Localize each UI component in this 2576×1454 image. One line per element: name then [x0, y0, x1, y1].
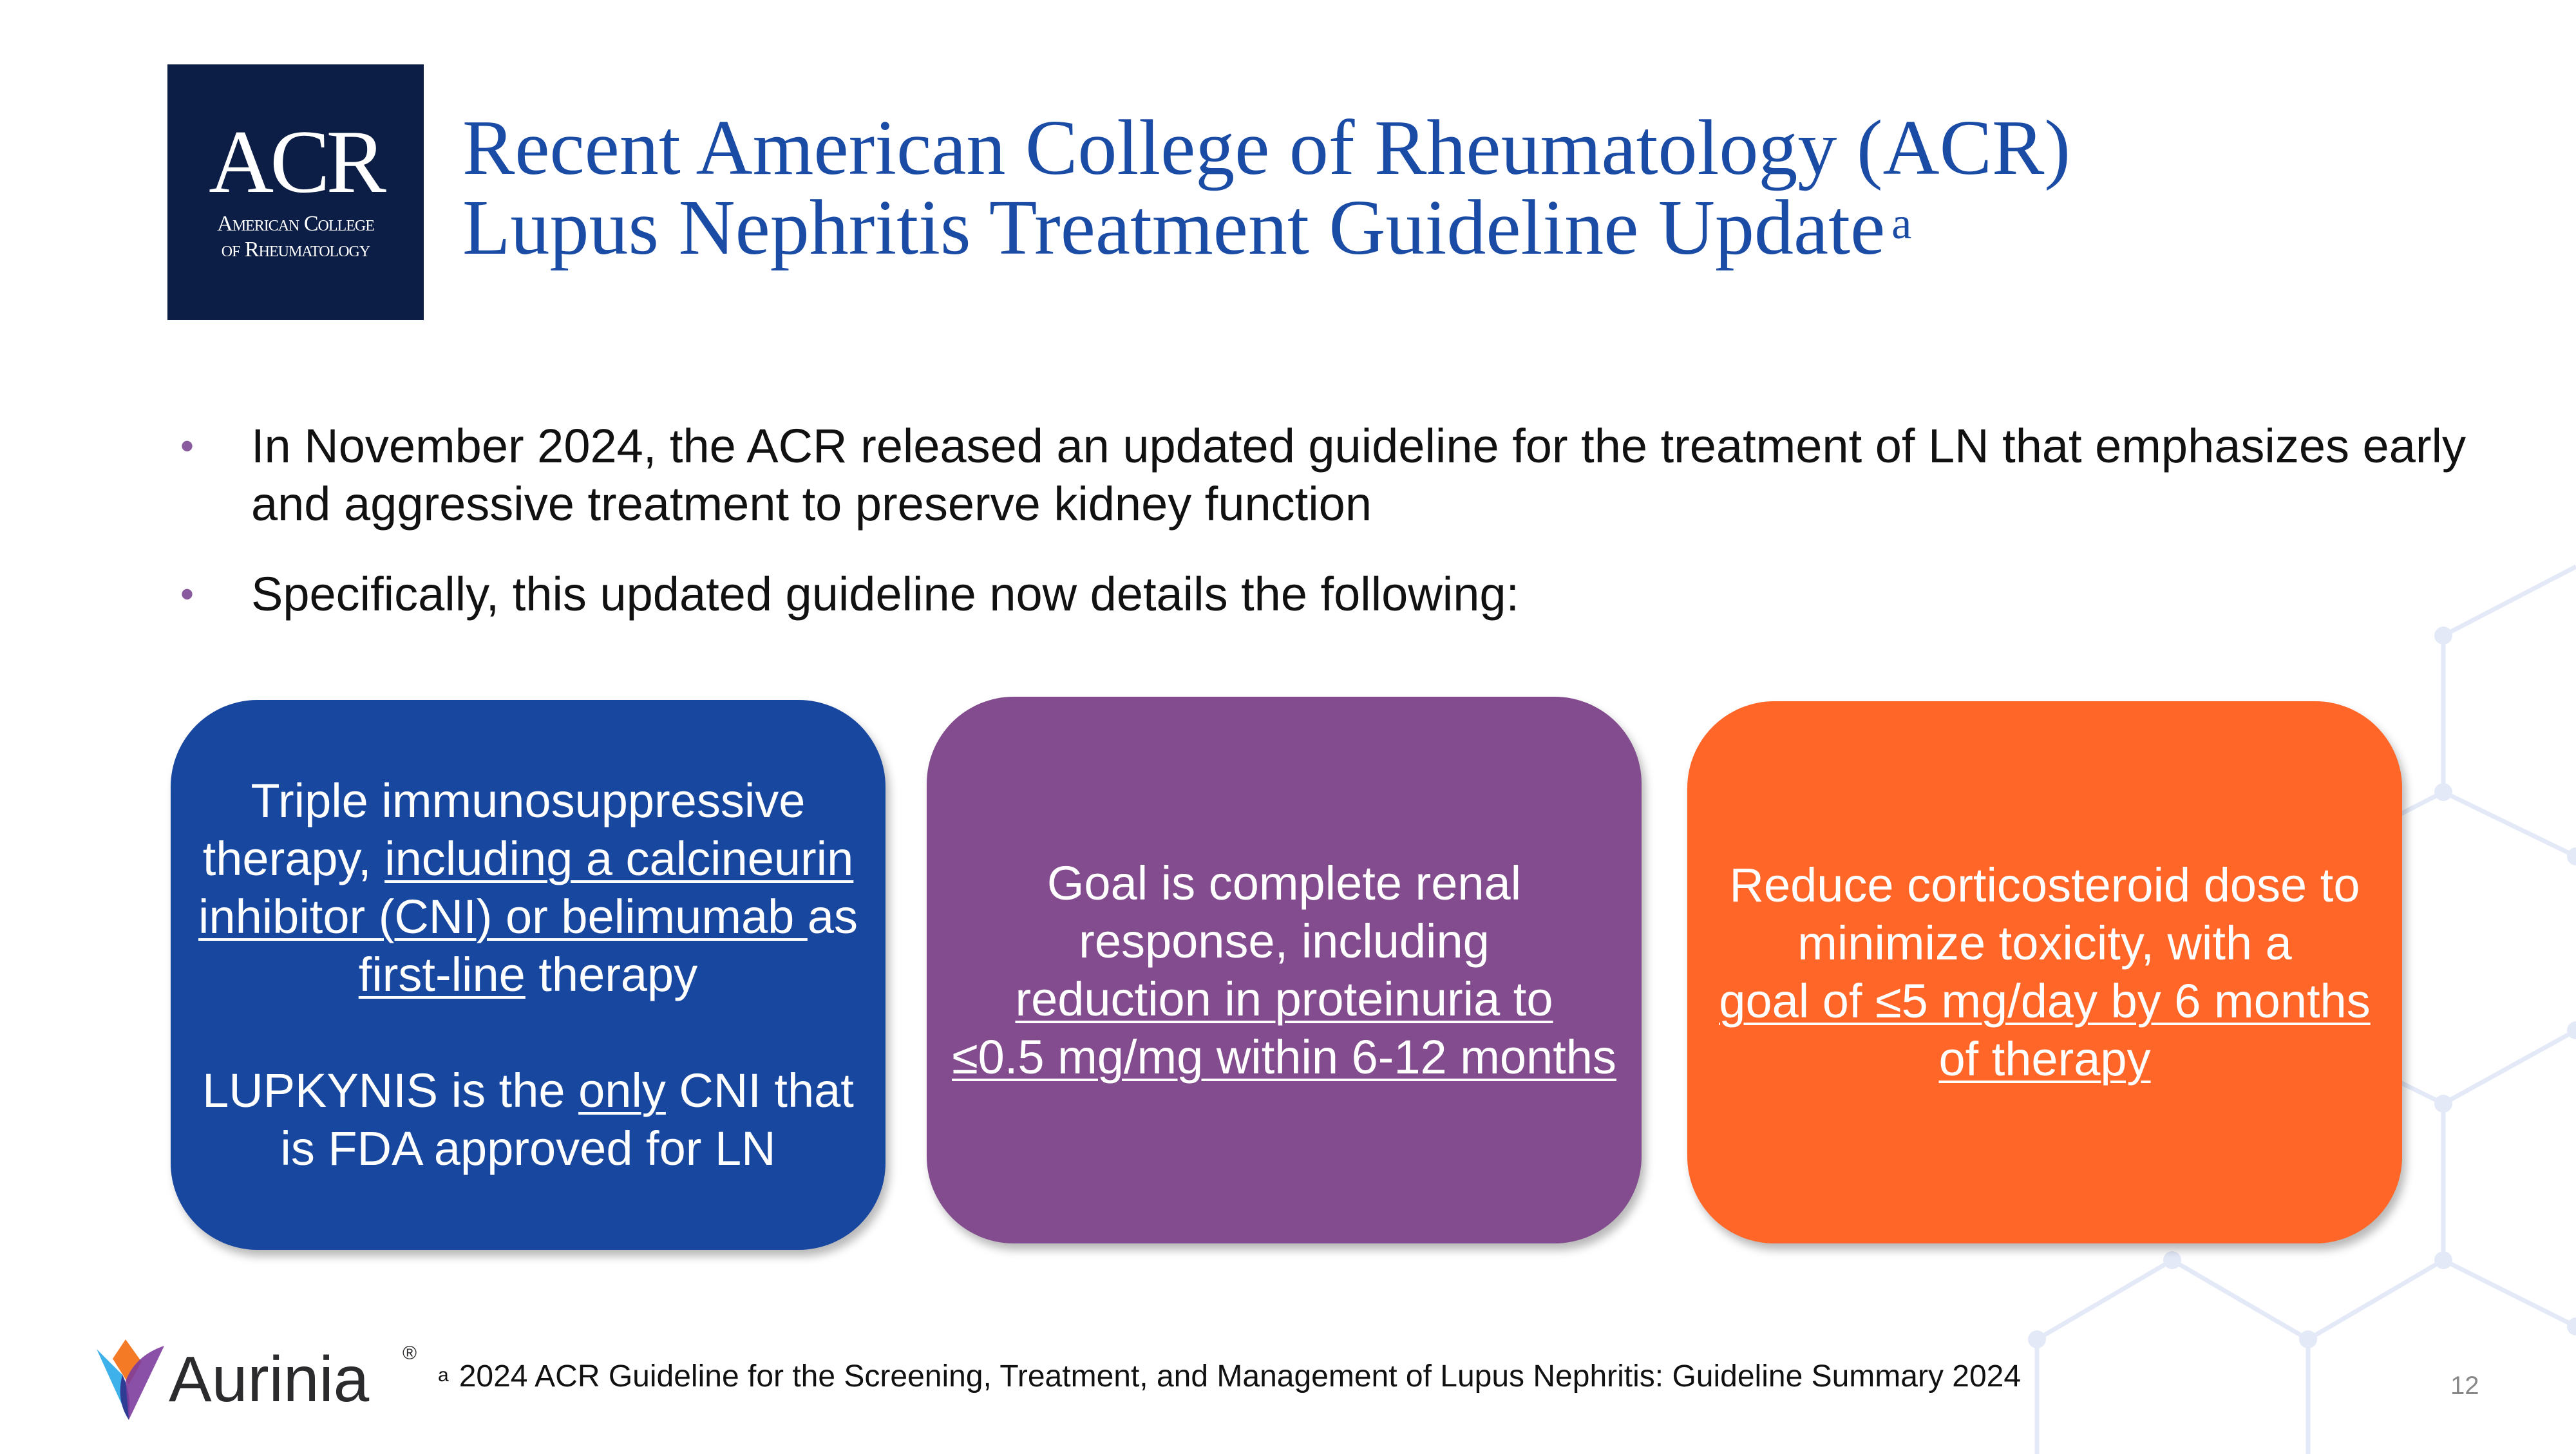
- title-line2: Lupus Nephritis Treatment Guideline Update: [462, 184, 1886, 271]
- title-footnote-marker: a: [1891, 199, 1912, 249]
- card-text: Reduce corticosteroid dose to: [1729, 858, 2360, 912]
- card-text-underlined: including a calcineurin: [384, 832, 854, 885]
- card-text: Triple immunosuppressive: [251, 774, 806, 827]
- card-triple-therapy: [171, 700, 886, 1250]
- footnote-text: 2024 ACR Guideline for the Screening, Treatment, and Management of Lupus Nephritis: Guideline Summary 2024: [459, 1359, 2022, 1393]
- card-text: therapy,: [202, 832, 385, 885]
- card-text: as: [807, 890, 858, 943]
- aurinia-logo: [97, 1336, 419, 1433]
- card-text-underlined: only: [578, 1064, 666, 1117]
- card-text: response, including: [1079, 914, 1490, 968]
- aurinia-flower-icon: [97, 1336, 167, 1426]
- card-text-underlined: ≤0.5 mg/mg within 6-12 months: [952, 1030, 1616, 1084]
- acr-logo-line2: of Rheumatology: [221, 238, 370, 261]
- card-text-underlined: inhibitor (CNI) or belimumab: [198, 890, 808, 943]
- card-renal-response: [927, 697, 1642, 1243]
- page-number: 12: [2450, 1372, 2479, 1400]
- bullet-dot-icon: •: [180, 424, 194, 467]
- card-corticosteroid: [1687, 701, 2402, 1243]
- bullet-item: [174, 565, 2524, 623]
- bullet-dot-icon: •: [180, 572, 194, 616]
- bullet-list: [174, 417, 2524, 656]
- aurinia-wordmark: Aurinia: [169, 1343, 370, 1415]
- registered-mark: ®: [402, 1343, 417, 1364]
- slide-title: [462, 104, 2071, 271]
- acr-logo: [167, 64, 424, 320]
- card-text: is FDA approved for LN: [280, 1122, 776, 1175]
- bullet-text: In November 2024, the ACR released an updated guideline for the treatment of LN that emphasizes early and aggressive treatment to preserve kidney function: [251, 419, 2466, 531]
- card-text-underlined: goal of ≤5 mg/day by 6 months: [1719, 974, 2371, 1028]
- card-text-underlined: of therapy: [1938, 1032, 2151, 1086]
- card-text: LUPKYNIS is the: [202, 1064, 579, 1117]
- card-text: therapy: [525, 948, 698, 1001]
- acr-logo-text: ACR: [209, 112, 383, 212]
- bullet-item: [174, 417, 2524, 533]
- footnote-marker: a: [438, 1364, 449, 1386]
- title-line1: Recent American College of Rheumatology (ACR): [462, 104, 2071, 191]
- card-text: Goal is complete renal: [1046, 856, 1522, 910]
- card-text-underlined: reduction in proteinuria to: [1015, 972, 1553, 1026]
- card-text: minimize toxicity, with a: [1797, 916, 2292, 970]
- acr-logo-line1: American College: [217, 212, 374, 236]
- bullet-text: Specifically, this updated guideline now details the following:: [251, 567, 1520, 621]
- card-text: CNI that: [665, 1064, 854, 1117]
- card-text-underlined: first-line: [358, 948, 526, 1001]
- footnote: [438, 1359, 2021, 1395]
